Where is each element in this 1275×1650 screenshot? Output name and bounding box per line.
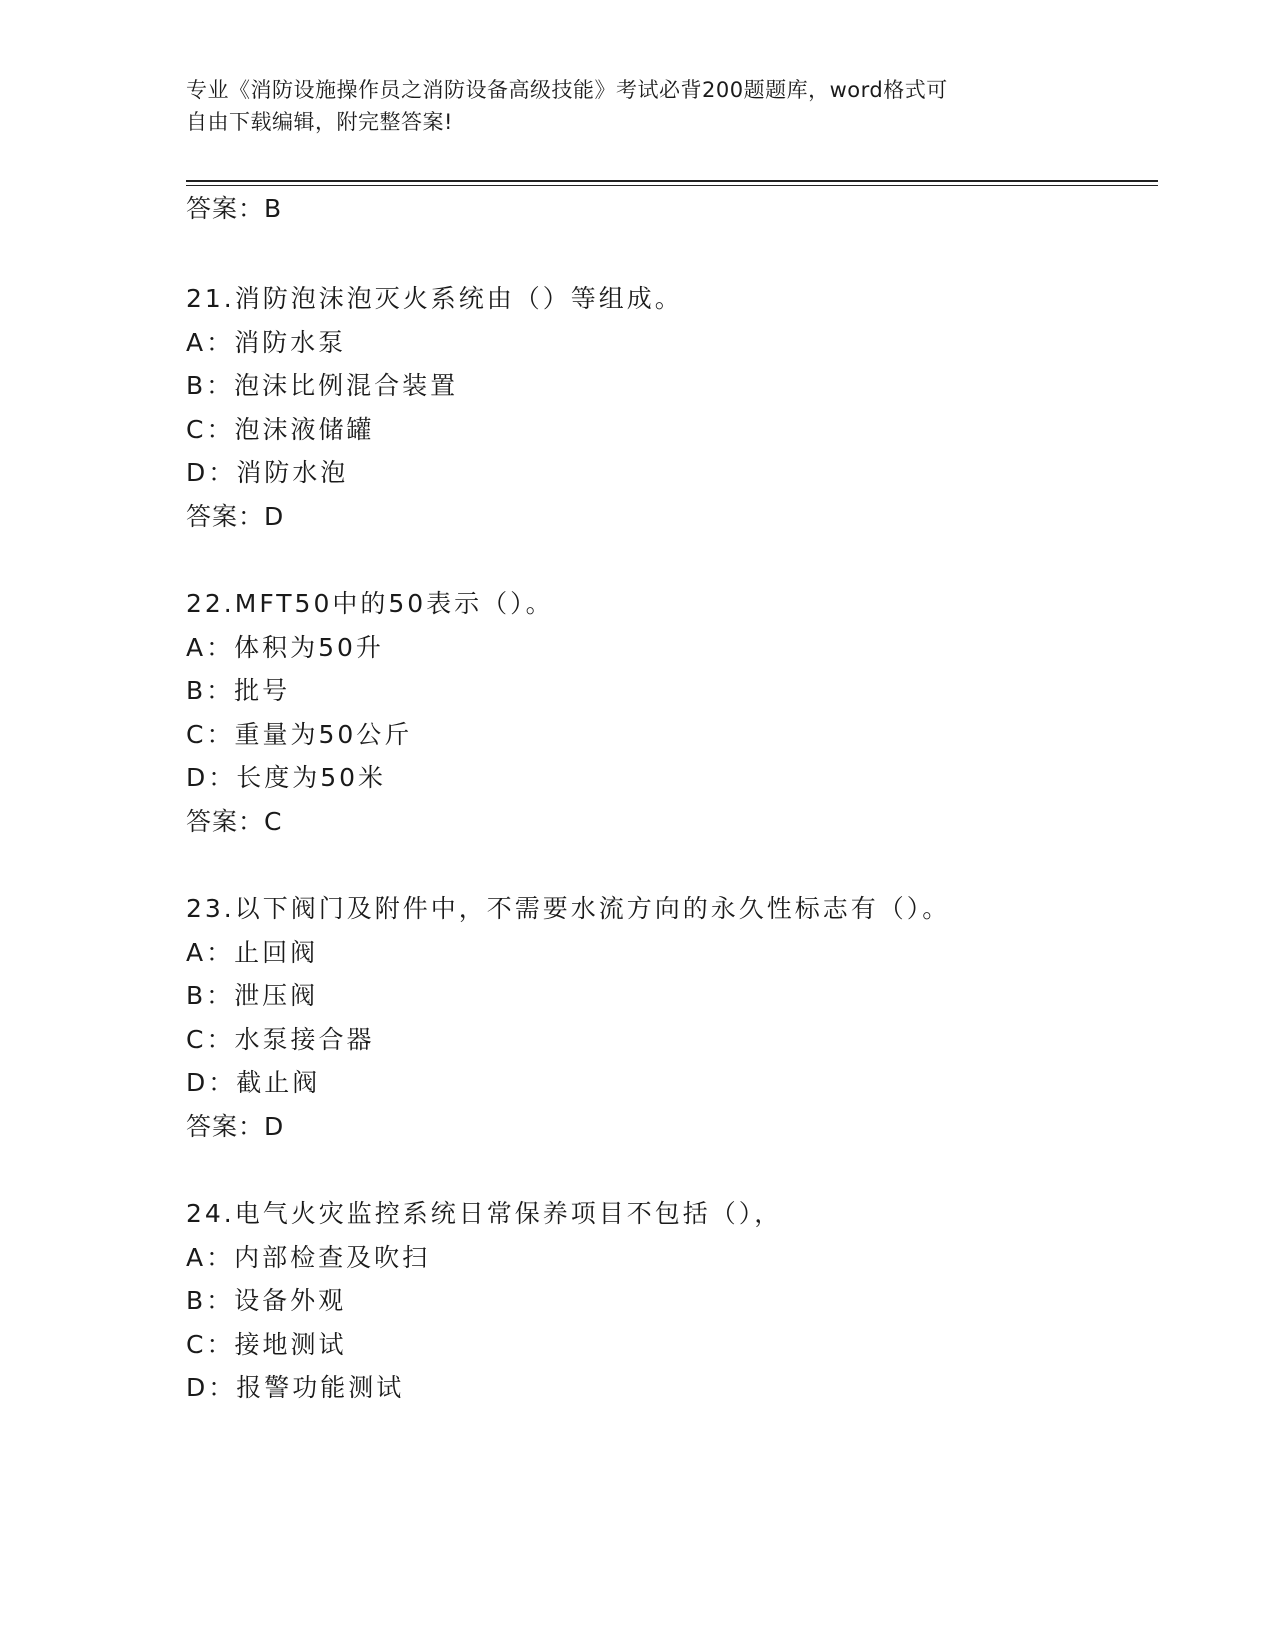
header-line-2: 自由下载编辑，附完整答案! [186,110,453,134]
option-line: C：重量为50公斤 [186,720,413,749]
answer-line: 答案：D [186,502,285,531]
option-line: C：泡沫液储罐 [186,415,375,444]
question-stem: 24.电气火灾监控系统日常保养项目不包括（）， [186,1199,783,1228]
answer-line: 答案：B [186,194,283,223]
option-line: D：报警功能测试 [186,1373,405,1402]
option-line: B：批号 [186,676,291,705]
option-line: A：体积为50升 [186,633,384,662]
header-line-1: 专业《消防设施操作员之消防设备高级技能》考试必背200题题库，word格式可 [186,78,948,102]
question-stem: 21.消防泡沫泡灭火系统由（）等组成。 [186,284,683,313]
header-rule-thin [186,185,1158,186]
question-stem: 23.以下阀门及附件中，不需要水流方向的永久性标志有（）。 [186,894,951,923]
option-line: D：消防水泡 [186,458,349,487]
option-line: C：水泵接合器 [186,1025,375,1054]
option-line: A：止回阀 [186,938,319,967]
option-line: D：长度为50米 [186,763,387,792]
option-line: A：内部检查及吹扫 [186,1243,431,1272]
header-rule-thick [186,180,1158,182]
question-stem: 22.MFT50中的50表示（）。 [186,589,554,618]
option-line: D：截止阀 [186,1068,321,1097]
option-line: B：设备外观 [186,1286,347,1315]
option-line: A：消防水泵 [186,328,347,357]
option-line: B：泄压阀 [186,981,319,1010]
option-line: C：接地测试 [186,1330,347,1359]
answer-line: 答案：C [186,807,283,836]
option-line: B：泡沫比例混合装置 [186,371,459,400]
document-header [186,74,1086,138]
answer-line: 答案：D [186,1112,285,1141]
